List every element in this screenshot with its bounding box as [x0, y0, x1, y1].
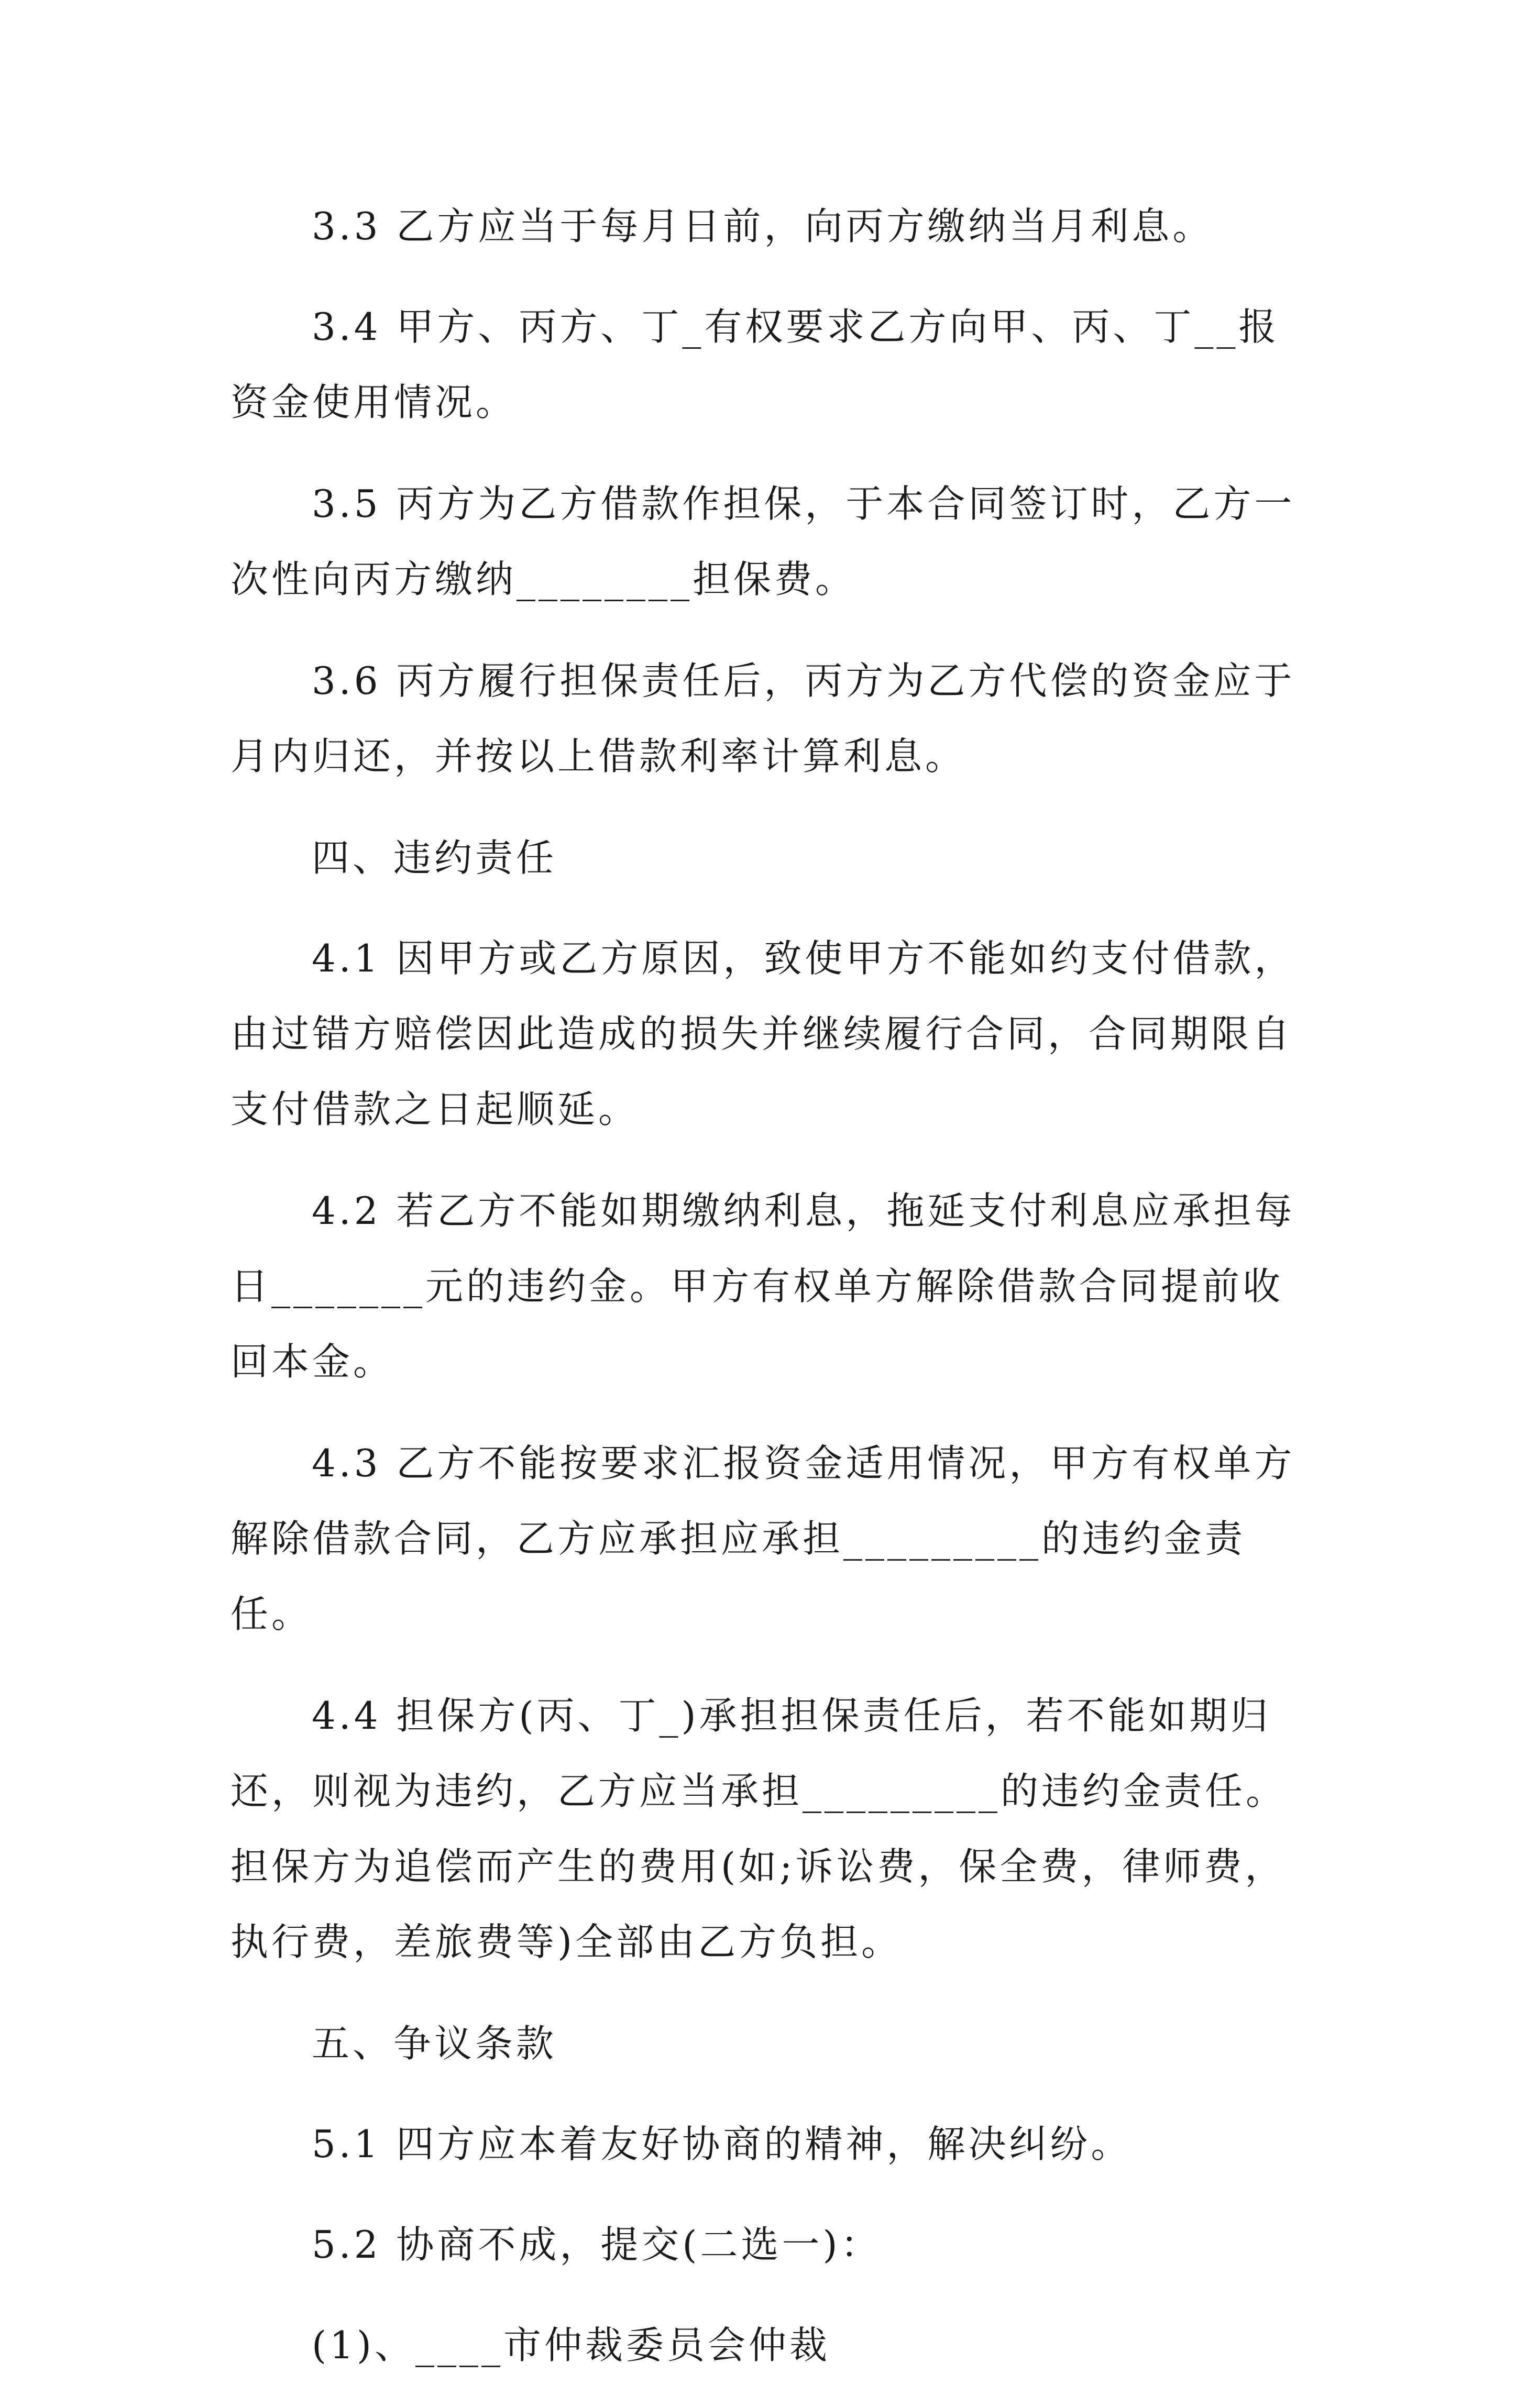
clause-3-6: 3.6 丙方履行担保责任后，丙方为乙方代偿的资金应于月内归还，并按以上借款利率计算利息。	[230, 659, 1295, 778]
section-heading-breach: 四、违约责任	[312, 836, 557, 880]
clause-5-2: 5.2 协商不成，提交(二选一)：	[312, 2223, 882, 2267]
document-page	[230, 189, 1299, 2408]
clause-4-2: 4.2 若乙方不能如期缴纳利息，拖延支付利息应承担每日_______元的违约金。甲方有权单方解除借款合同提前收回本金。	[230, 1189, 1295, 1384]
clause-5-1: 5.1 四方应本着友好协商的精神，解决纠纷。	[312, 2122, 1132, 2166]
clause-3-5: 3.5 丙方为乙方借款作担保，于本合同签订时，乙方一次性向丙方缴纳________担保费。	[230, 482, 1295, 601]
clause-3-4: 3.4 甲方、丙方、丁_有权要求乙方向甲、丙、丁__报资金使用情况。	[230, 305, 1280, 424]
clause-3-3: 3.3 乙方应当于每月日前，向丙方缴纳当月利息。	[312, 204, 1214, 248]
clause-4-4: 4.4 担保方(丙、丁_)承担担保责任后，若不能如期归还，则视为违约，乙方应当承担_________的违约金责任。担保方为追偿而产生的费用(如;诉讼费，保全费，律师费，执行费，差旅费等)全部由乙方负担。	[230, 1694, 1287, 1964]
section-heading-dispute: 五、争议条款	[312, 2022, 557, 2065]
clause-4-1: 4.1 因甲方或乙方原因，致使甲方不能如约支付借款，由过错方赔偿因此造成的损失并继续履行合同，合同期限自支付借款之日起顺延。	[230, 936, 1295, 1131]
clause-4-3: 4.3 乙方不能按要求汇报资金适用情况，甲方有权单方解除借款合同，乙方应承担应承担_________的违约金责任。	[230, 1441, 1295, 1636]
option-1-arbitration: (1)、____市仲裁委员会仲裁	[312, 2323, 830, 2367]
